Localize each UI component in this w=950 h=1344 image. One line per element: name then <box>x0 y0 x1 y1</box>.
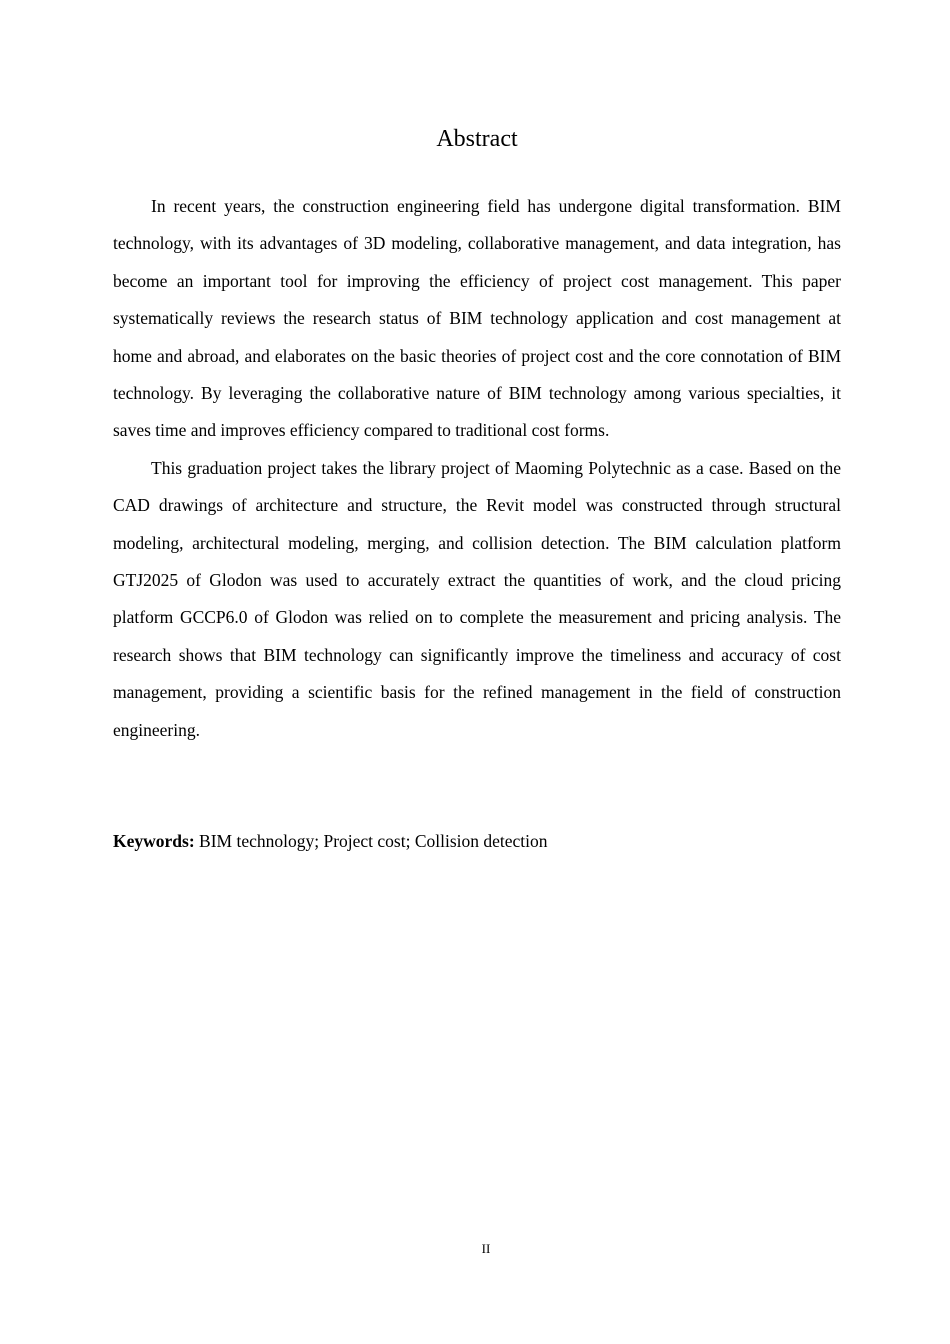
abstract-title: Abstract <box>436 126 518 152</box>
keywords-label: Keywords: <box>113 831 195 851</box>
abstract-paragraph: This graduation project takes the library project of Maoming Polytechnic as a case. Based on the CAD drawings of architecture and structure, the Revit model was constructed through structural modeling, architectural modeling, merging, and collision detection. The BIM calculation platform GTJ2025 of Glodon was used to accurately extract the quantities of work, and the cloud pricing platform GCCP6.0 of Glodon was relied on to complete the measurement and pricing analysis. The research shows that BIM technology can significantly improve the timeliness and accuracy of cost management, providing a scientific basis for the refined management in the field of construction engineering. <box>113 457 841 740</box>
keywords-line <box>113 823 841 860</box>
page-number: II <box>481 1241 491 1256</box>
keywords-value: BIM technology; Project cost; Collision detection <box>199 831 548 851</box>
abstract-body <box>113 188 841 749</box>
abstract-paragraph: In recent years, the construction engineering field has undergone digital transformation. BIM technology, with its advantages of 3D modeling, collaborative management, and data integration, has become an important tool for improving the efficiency of project cost management. This paper systematically reviews the research status of BIM technology application and cost management at home and abroad, and elaborates on the basic theories of project cost and the core connotation of BIM technology. By leveraging the collaborative nature of BIM technology among various specialties, it saves time and improves efficiency compared to traditional cost forms. <box>113 196 841 441</box>
